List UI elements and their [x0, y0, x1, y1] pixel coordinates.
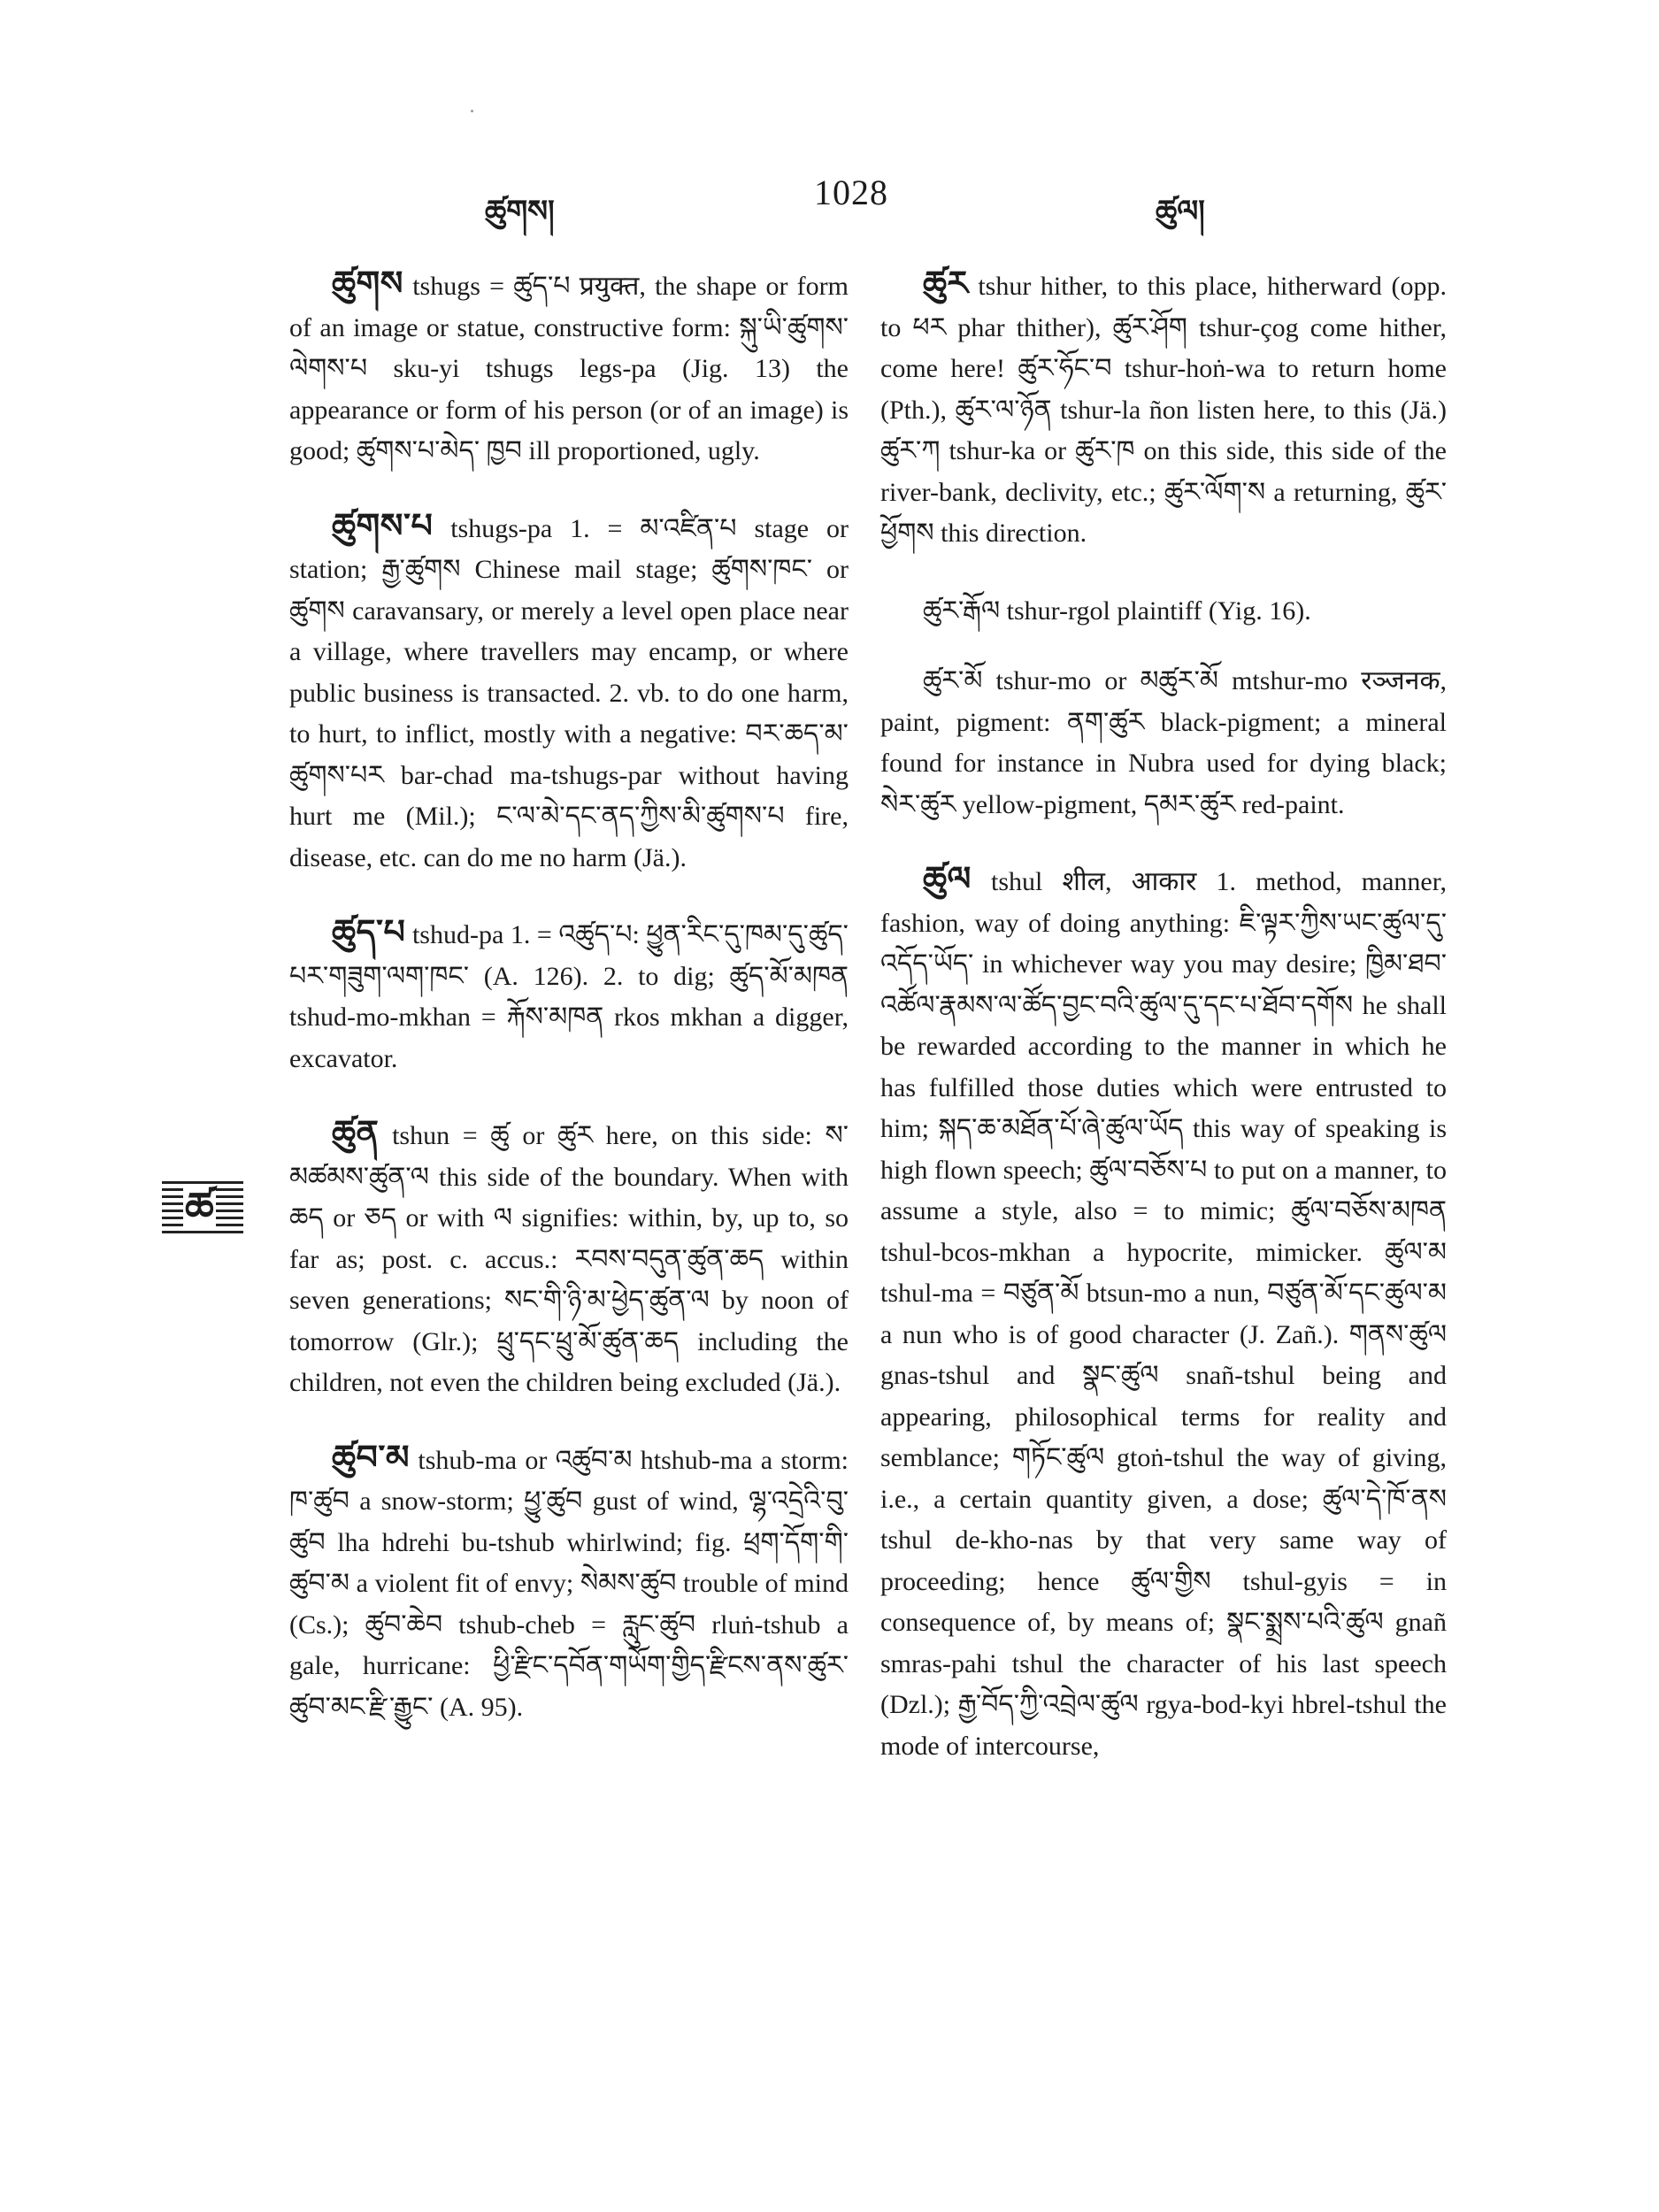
dictionary-entry: [289, 912, 849, 1079]
dictionary-entry: [289, 506, 849, 879]
dictionary-entry: [880, 658, 1447, 826]
dictionary-entry: [880, 264, 1447, 555]
right-column: [880, 264, 1447, 1801]
dictionary-entry: [880, 588, 1447, 633]
entry-text: tshud-pa 1. = འཚུད་པ: ཕྱུན་རིང་དུ་ཁམ་དུ་ཚུད་པར་གཟུག་ལག་ཁང་ (A. 126). 2. to dig; ཚུད་མོ་མཁན tshud-mo-mkhan = རྐོས་མཁན rkos mkhan a digger, excavator.: [289, 920, 849, 1073]
dictionary-entry: [289, 1438, 849, 1729]
page-header: [0, 173, 1659, 230]
headword: ཚུབ་མ: [332, 1439, 411, 1477]
entry-text: tshugs-pa 1. = མ་འཛིན་པ stage or station; རྒྱ་ཚུགས Chinese mail stage; ཚུགས་ཁང་ or ཚུགས caravansary, or merely a level open place near a village, where travellers may encamp, or where public business is transacted. 2. vb. to do one harm, to hurt, to inflict, mostly with a negative: བར་ཆད་མ་ཚུགས་པར bar-chad ma-tshugs-par without having hurt me (Mil.); ང་ལ་མེ་དང་ནད་ཀྱིས་མི་ཚུགས་པ fire, disease, etc. can do me no harm (Jä.).: [289, 513, 849, 872]
headword: ཚུད་པ: [332, 914, 406, 951]
entry-text: tshub-ma or འཚུབ་མ htshub-ma a storm: ཁ་ཚུབ a snow-storm; ཕྱུ་ཚུབ gust of wind, ལྷ་འདྲེའི་བུ་ཚུབ lha hdrehi bu-tshub whirlwind; fig. ཕྲག་དོག་གི་ཚུབ་མ a violent fit of envy; སེམས་ཚུབ trouble of mind (Cs.); ཚུབ་ཆེབ tshub-cheb = རླུང་ཚུབ rluṅ-tshub a gale, hurricane: ཕྱི་རྫིང་དབོན་གཡོག་གྱིད་རྫིངས་ནས་ཚུར་ཚུབ་མང་རྫི་རྒྱུང་ (A. 95).: [289, 1445, 849, 1722]
left-column: [289, 264, 849, 1762]
entry-text: tshugs = ཚུད་པ प्रयुक्त, the shape or form of an image or statue, constructive form: སྐུ་ཡི་ཚུགས་ལེགས་པ sku-yi tshugs legs-pa (Jig. 13) the appearance or form of his person (or of an image) is good; ཚུགས་པ་མེད་ ཁྱབ ill proportioned, ugly.: [289, 272, 849, 465]
headword: ཚུན: [332, 1115, 380, 1152]
margin-thumb-index: [162, 1181, 243, 1236]
dictionary-entry: [289, 264, 849, 472]
headword: ཚུར: [923, 265, 969, 303]
entry-text: tshun = ཚུ or ཚུར here, on this side: ས་མཚམས་ཚུན་ལ this side of the boundary. When with ཆད or ཅད or with ལ signifies: within, by, up to, so far as; post. c. accus.: རབས་བདུན་ཚུན་ཆད within seven generations; སང་གི་ཉི་མ་ཕྱེད་ཚུན་ལ by noon of tomorrow (Glr.); ཕྲུ་དང་ཕྲུ་མོ་ཚུན་ཆད including the children, not even the children being excluded (Jä.).: [289, 1121, 849, 1397]
running-head-right: ཚུལ།: [1156, 196, 1205, 228]
entry-text: ཚུར་མོ tshur-mo or མཚུར་མོ mtshur-mo रञ्जनक, paint, pigment: ནག་ཚུར black-pigment; a mineral found for instance in Nubra used for dying black; སེར་ཚུར yellow-pigment, དམར་ཚུར red-paint.: [880, 666, 1447, 819]
page-number: 1028: [814, 173, 888, 212]
speck: [471, 110, 473, 112]
entry-text: tshur hither, to this place, hitherward (opp. to ཕར phar thither), ཚུར་ཤོག tshur-çog come hither, come here! ཚུར་ཧོང་བ tshur-hoṅ-wa to return home (Pth.), ཚུར་ལ་ཉོན tshur-la ñon listen here, to this (Jä.) ཚུར་ཀ tshur-ka or ཚུར་ཁ on this side, this side of the river-bank, declivity, etc.; ཚུར་ལོག་ས a returning, ཚུར་ཕྱོགས this direction.: [880, 272, 1447, 548]
headword: ཚུགས་པ: [332, 507, 434, 545]
margin-letter: ཚ: [185, 1185, 214, 1230]
dictionary-entry: [880, 859, 1447, 1767]
entry-text: tshul शील, आकार 1. method, manner, fashion, way of doing anything: ཇི་ལྟར་ཀྱིས་ཡང་ཚུལ་དུ་འདོད་ཡོད་ in whichever way you may desire; ཁྱིམ་ཐབ་འཚོལ་རྣམས་ལ་ཚོད་བྱང་བའི་ཚུལ་དུ་དང་པ་ཐོབ་དགོས he shall be rewarded according to the manner in which he has fulfilled those duties which were entrusted to him; སྐད་ཆ་མཐོན་པོ་ཞེ་ཚུལ་ཡོད this way of speaking is high flown speech; ཚུལ་བཅོས་པ to put on a manner, to assume a style, also = to mimic; ཚུལ་བཅོས་མཁན tshul-bcos-mkhan a hypocrite, mimicker. ཚུལ་མ tshul-ma = བཙུན་མོ btsun-mo a nun, བཙུན་མོ་དང་ཚུལ་མ a nun who is of good character (J. Zañ.). གནས་ཚུལ gnas-tshul and སྣང་ཚུལ snañ-tshul being and appearing, philosophical terms for reality and semblance; གཏོང་ཚུལ gtoṅ-tshul the way of giving, i.e., a certain quantity given, a dose; ཚུལ་དེ་ཁོ་ནས tshul de-kho-nas by that very same way of proceeding; hence ཚུལ་གྱིས tshul-gyis = in consequence of, by means of; སྣང་སྨྲས་པའི་ཚུལ gnañ smras-pahi tshul the character of his last speech (Dzl.); རྒྱ་བོད་ཀྱི་འབྲེལ་ཚུལ rgya-bod-kyi hbrel-tshul the mode of intercourse,: [880, 867, 1447, 1761]
running-head-left: ཚུགས།: [485, 196, 555, 228]
headword: ཚུགས: [332, 265, 403, 303]
dictionary-entry: [289, 1113, 849, 1404]
entry-text: ཚུར་རྒོལ tshur-rgol plaintiff (Yig. 16).: [923, 595, 1311, 626]
headword: ཚུལ: [923, 861, 972, 898]
